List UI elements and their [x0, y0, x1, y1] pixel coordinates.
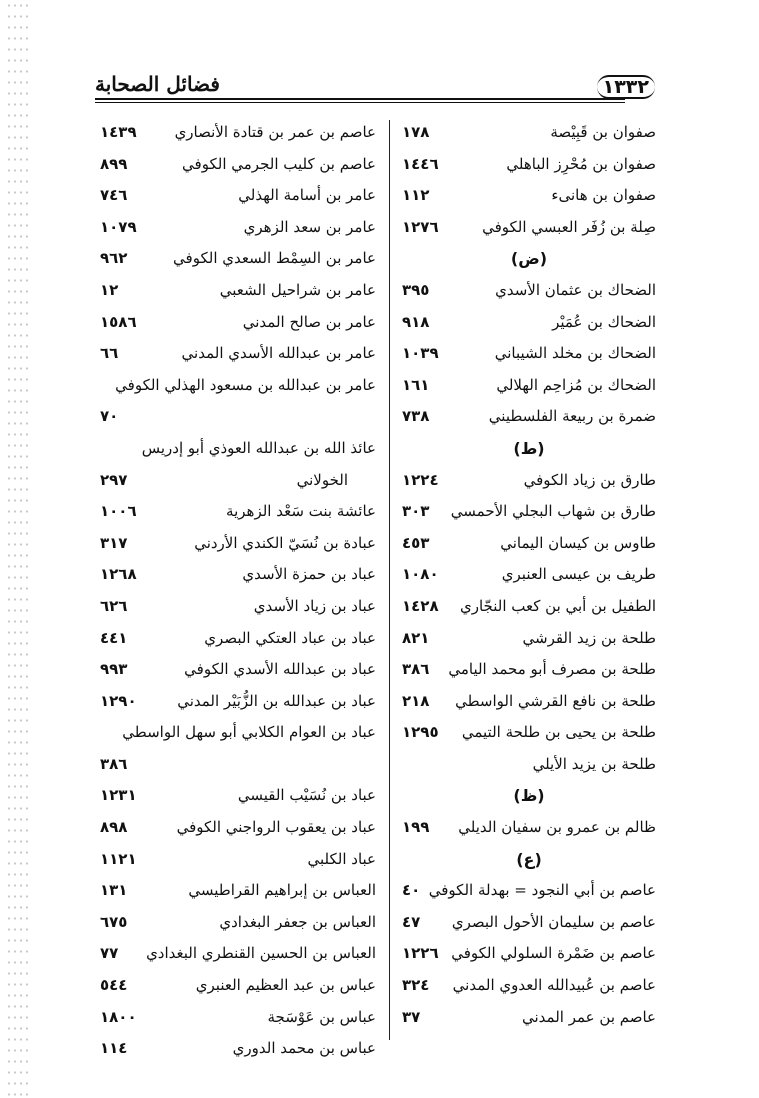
- index-entry-number: ١٦١: [402, 375, 430, 394]
- index-entry-name: عباد بن عباد العتكي البصري: [204, 628, 376, 647]
- header-rule-thin: [95, 102, 625, 103]
- index-entry-number: ١٢: [100, 280, 119, 299]
- index-entry-name: عباد بن نُسَيْب القيسي: [237, 786, 376, 805]
- index-entry: [402, 338, 656, 370]
- index-entry-number: ٤٠: [402, 881, 421, 900]
- index-entry-name: عباد بن عبدالله بن الزُّبَيْر المدني: [177, 691, 376, 710]
- index-entry-number: ٧٠: [100, 407, 119, 426]
- index-entry: [100, 686, 376, 718]
- index-entry-name: العباس بن جعفر البغدادي: [219, 912, 376, 931]
- index-entry-name: عباس بن عَوْسَجة: [267, 1007, 376, 1026]
- index-entry-number: ٦٢٦: [100, 596, 128, 615]
- page-header: [95, 66, 655, 100]
- index-entry-number: ١٧٨: [402, 123, 430, 141]
- index-entry: [402, 686, 656, 718]
- index-entry-number: ١١٢: [402, 186, 430, 205]
- index-entry: [100, 591, 376, 623]
- index-entry-name: طلحة بن زيد القرشي: [522, 628, 656, 647]
- index-entry: [100, 907, 376, 939]
- index-entry-name: طاوس بن كيسان اليماني: [500, 533, 656, 552]
- index-entry-number: ١٢٦٨: [100, 565, 137, 584]
- index-entry-number: ٦٧٥: [100, 912, 128, 931]
- index-entry-name: صفوان بن مُحْرِز الباهلي: [506, 154, 656, 173]
- index-entry-name: الضحاك بن مخلد الشيباني: [494, 344, 656, 363]
- index-entry-name: الطفيل بن أبي بن كعب النجّاري: [460, 596, 656, 615]
- index-entry-number: ١٠٨٠: [402, 565, 439, 584]
- index-entry: [100, 243, 376, 275]
- index-entry-number: ١٤٢٨: [402, 596, 439, 615]
- index-entry-name: الضحاك بن عُمَيْر: [552, 312, 656, 331]
- index-entry-number: ٥٤٤: [100, 976, 128, 995]
- index-entry-number: ١٢٢٤: [402, 470, 439, 489]
- index-entry-name: عاصم بن كليب الجرمي الكوفي: [182, 154, 376, 173]
- index-entry-name: عامر بن أسامة الهذلي: [238, 186, 376, 205]
- index-entry-name: الضحاك بن مُزاحِم الهلالي: [496, 375, 656, 394]
- index-entry: [402, 275, 656, 307]
- index-entry-number: ٤٧: [402, 912, 421, 931]
- index-entry-number: ١٢٧٦: [402, 217, 439, 236]
- index-entry: [402, 401, 656, 433]
- index-entry: [100, 275, 376, 307]
- index-entry-number: ٧٤٦: [100, 186, 128, 205]
- index-entry: [100, 117, 376, 149]
- index-entry-name: عباد بن عبدالله الأسدي الكوفي: [184, 660, 376, 679]
- index-entry-number: ٣٧: [402, 1007, 421, 1026]
- index-entry-name-continued: الخولاني: [296, 470, 348, 489]
- index-entry-name: عباد الكلبي: [307, 849, 376, 868]
- index-entry-name: العباس بن إبراهيم القراطيسي: [188, 881, 376, 900]
- index-entry: [402, 496, 656, 528]
- index-entry-number: ٨٢١: [402, 628, 430, 647]
- index-entry-number: ٩١٨: [402, 312, 430, 331]
- index-entry-name: الضحاك بن عثمان الأسدي: [495, 280, 656, 299]
- index-entry-name: طلحة بن مصرف أبو محمد اليامي: [448, 660, 656, 679]
- index-entry-name: عاصم بن أبي النجود = بهدلة الكوفي: [428, 881, 656, 900]
- index-entry: [100, 623, 376, 655]
- index-entry: [402, 307, 656, 339]
- index-entry: [402, 149, 656, 181]
- page-number: ١٣٣٢: [597, 75, 655, 99]
- index-entry-name: عامر بن شراحيل الشعبي: [219, 280, 376, 299]
- index-entry-name: صفوان بن هانىء: [551, 186, 656, 205]
- index-entry: [100, 875, 376, 907]
- index-entry: [402, 591, 656, 623]
- index-entry-number: ٤٤١: [100, 628, 128, 647]
- book-title: فضائل الصحابة: [95, 72, 220, 96]
- index-entry-name: عاصم بن سليمان الأحول البصري: [451, 912, 656, 931]
- section-heading-ta: (ط): [513, 438, 545, 458]
- index-entry-name: عباس بن محمد الدوري: [232, 1039, 376, 1058]
- index-entry-name: عاصم بن عمر المدني: [522, 1007, 656, 1026]
- index-entry-number: ١٢٩٠: [100, 691, 137, 710]
- index-entry: [100, 844, 376, 876]
- index-entry-number: ٣٨٦: [100, 754, 128, 773]
- index-entry-number: ٢٩٧: [100, 470, 128, 489]
- index-column-right: [402, 117, 656, 1033]
- index-entry: [402, 875, 656, 907]
- index-entry-number: ٣٨٦: [402, 660, 430, 679]
- index-entry-number: ١١٢١: [100, 849, 137, 868]
- section-heading-dad: (ض): [510, 249, 548, 269]
- index-entry: [100, 1002, 376, 1034]
- index-entry-name: طارق بن زياد الكوفي: [523, 470, 656, 489]
- index-entry-number: ٧٣٨: [402, 407, 430, 426]
- index-entry-name: طريف بن عيسى العنبري: [501, 565, 656, 584]
- index-entry-number: ١٠٣٩: [402, 344, 439, 363]
- index-entry-name: طلحة بن يزيد الأيلي: [532, 754, 656, 773]
- index-entry-number: ١٢٣١: [100, 786, 137, 805]
- index-entry: [402, 528, 656, 560]
- index-entry-name: عامر بن سعد الزهري: [243, 217, 376, 236]
- index-entry: [100, 465, 376, 497]
- index-entry: [100, 496, 376, 528]
- index-entry: [100, 780, 376, 812]
- index-entry-number: ١١٤: [100, 1039, 128, 1058]
- index-entry-name: عائشة بنت سَعْد الزهرية: [226, 502, 376, 521]
- index-entry: [402, 812, 656, 844]
- index-entry-number: ١٢٩٥: [402, 723, 439, 742]
- index-entry-name: صفوان بن قَبِيْصة: [550, 123, 656, 141]
- index-entry-name: ظالم بن عمرو بن سفيان الديلي: [458, 818, 656, 837]
- header-rule: [95, 98, 625, 100]
- index-entry-name: عباد بن زياد الأسدي: [253, 596, 376, 615]
- margin-dot-pattern: [6, 0, 30, 1098]
- index-entry: [402, 180, 656, 212]
- index-entry: [402, 749, 656, 781]
- column-divider: [389, 120, 390, 1040]
- index-entry: [100, 338, 376, 370]
- index-entry-number: ١٩٩: [402, 818, 430, 837]
- index-entry: [100, 938, 376, 970]
- index-entry: [402, 907, 656, 939]
- index-entry-name: طلحة بن نافع القرشي الواسطي: [455, 691, 656, 710]
- index-entry-number: ٨٩٨: [100, 818, 128, 837]
- index-entry-name: عامر بن عبدالله بن مسعود الهذلي الكوفي: [115, 375, 376, 394]
- index-entry-name: عبادة بن نُسَيّ الكندي الأردني: [194, 533, 376, 552]
- index-entry: [100, 970, 376, 1002]
- index-entry-name: عائذ الله بن عبدالله العوذي أبو إدريس: [141, 438, 376, 457]
- index-entry: [402, 212, 656, 244]
- index-entry-number: ٩٩٣: [100, 660, 128, 679]
- index-entry-number: ٣١٧: [100, 533, 128, 552]
- index-entry-number: ١٢٢٦: [402, 944, 439, 963]
- index-entry: [100, 149, 376, 181]
- index-entry-name: عباد بن العوام الكلابي أبو سهل الواسطي: [122, 723, 376, 742]
- index-entry: [100, 180, 376, 212]
- index-entry-name: صِلة بن زُفَر العبسي الكوفي: [482, 217, 656, 236]
- index-entry: [402, 465, 656, 497]
- section-heading-za: (ظ): [513, 786, 545, 806]
- section-heading-ain: (ع): [516, 849, 542, 869]
- index-entry-number: ٣٠٣: [402, 502, 430, 521]
- index-entry: [402, 970, 656, 1002]
- index-entry: [100, 528, 376, 560]
- index-entry: [100, 307, 376, 339]
- index-entry: [100, 212, 376, 244]
- index-entry-name: عامر بن صالح المدني: [242, 312, 376, 331]
- index-entry-number: ١٤٤٦: [402, 154, 439, 173]
- index-entry-name: طارق بن شهاب البجلي الأحمسي: [450, 502, 656, 521]
- index-entry-number: ١٥٨٦: [100, 312, 137, 331]
- index-entry-name: عباد بن حمزة الأسدي: [242, 565, 376, 584]
- index-entry-number: ١٠٠٦: [100, 502, 137, 521]
- index-entry: [402, 1002, 656, 1034]
- index-entry-number: ٦٦: [100, 344, 119, 363]
- index-column-left: [100, 117, 376, 1065]
- index-entry: [100, 559, 376, 591]
- index-entry-number: ٩٦٢: [100, 249, 128, 268]
- index-entry: [402, 623, 656, 655]
- index-entry: [100, 1033, 376, 1065]
- index-entry-number: ٧٧: [100, 944, 119, 963]
- index-entry-name: طلحة بن يحيى بن طلحة التيمي: [461, 723, 656, 742]
- index-entry-number: ١٣١: [100, 881, 128, 900]
- index-entry: [402, 370, 656, 402]
- index-entry: [402, 717, 656, 749]
- index-entry-number: ١٨٠٠: [100, 1007, 137, 1026]
- index-entry: [402, 117, 656, 149]
- index-entry-number: ٣٢٤: [402, 976, 430, 995]
- index-entry: [402, 654, 656, 686]
- index-entry-number: ٨٩٩: [100, 154, 128, 173]
- index-entry-number: ١٤٣٩: [100, 123, 137, 141]
- index-entry: [402, 559, 656, 591]
- index-entry-name: عباس بن عبد العظيم العنبري: [195, 976, 376, 995]
- index-entry-number: ٣٩٥: [402, 280, 430, 299]
- index-entry-number: ٤٥٣: [402, 533, 430, 552]
- index-entry-number: ١٠٧٩: [100, 217, 137, 236]
- index-entry-name: عامر بن عبدالله الأسدي المدني: [181, 344, 376, 363]
- index-entry-name: عاصم بن عُبيدالله العدوي المدني: [452, 976, 656, 995]
- index-entry-name: ضمرة بن ربيعة الفلسطيني: [488, 407, 656, 426]
- index-entry-name: عاصم بن ضَمْرة السلولي الكوفي: [451, 944, 656, 963]
- index-entry-name: عامر بن السِمْط السعدي الكوفي: [173, 249, 376, 268]
- index-entry-number: ٢١٨: [402, 691, 430, 710]
- index-entry: [402, 938, 656, 970]
- index-entry-name: عاصم بن عمر بن قتادة الأنصاري: [174, 123, 376, 141]
- index-entry-name: عباد بن يعقوب الرواجني الكوفي: [176, 818, 376, 837]
- index-entry: [100, 654, 376, 686]
- index-entry: [100, 812, 376, 844]
- index-entry-name: العباس بن الحسين القنطري البغدادي: [146, 944, 376, 963]
